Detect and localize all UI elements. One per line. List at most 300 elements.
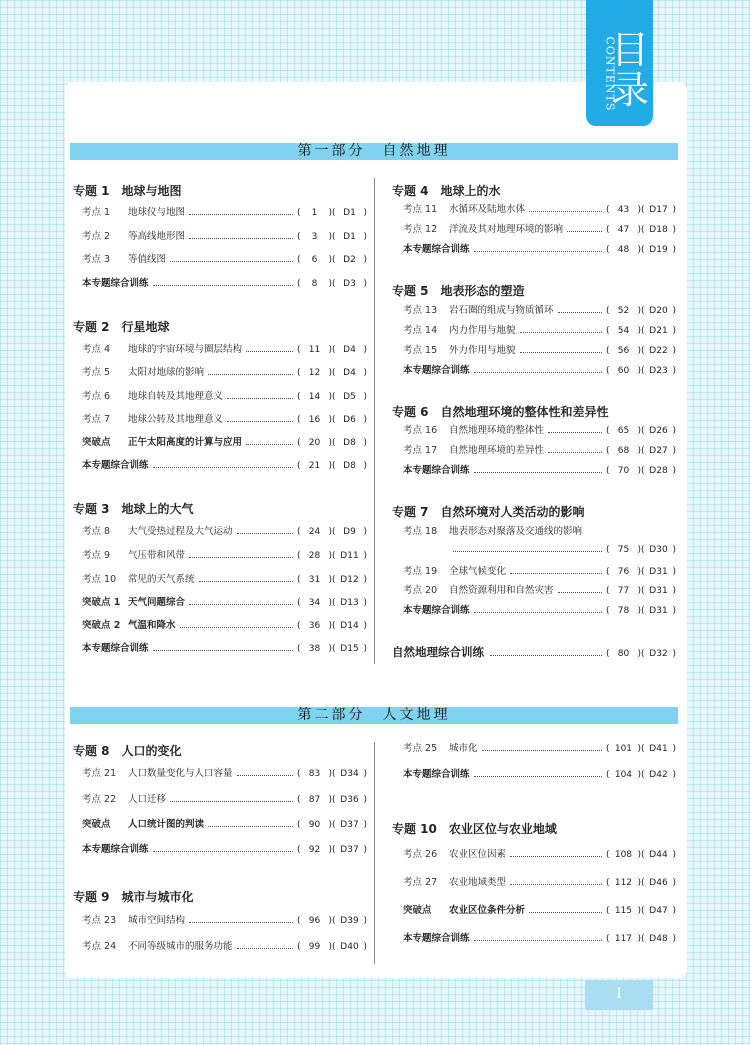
leader-dots (237, 775, 293, 776)
leader-dots (153, 285, 293, 286)
page-number: 96 (308, 916, 321, 926)
page-reference: ( 108 )( D44 ) (605, 850, 676, 860)
page-reference: ( 11 )( D4 ) (296, 345, 367, 355)
page-number: 83 (308, 769, 321, 779)
answer-page: D32 (649, 649, 668, 659)
answer-page: D48 (649, 934, 668, 944)
entry-number: 考点 18 (403, 526, 438, 537)
leader-dots (482, 750, 602, 751)
entry-title: 天气问题综合 (128, 597, 186, 608)
leader-dots (548, 432, 602, 433)
page-reference: ( 14 )( D5 ) (296, 392, 367, 402)
page-reference: ( 54 )( D21 ) (605, 326, 676, 336)
entry-title: 岩石圈的组成与物质循环 (449, 305, 554, 316)
toc-entry[interactable] (403, 444, 676, 458)
leader-dots (567, 231, 602, 232)
answer-page: D20 (649, 306, 668, 316)
toc-entry[interactable] (82, 413, 367, 427)
page-reference: ( 16 )( D6 ) (296, 415, 367, 425)
answer-page: D44 (649, 850, 668, 860)
answer-page: D21 (649, 326, 668, 336)
page-number: 99 (308, 942, 321, 952)
page-reference: ( 104 )( D42 ) (605, 770, 676, 780)
answer-page: D42 (649, 770, 668, 780)
page-reference: ( 6 )( D2 ) (296, 255, 367, 265)
toc-entry[interactable] (82, 549, 367, 563)
leader-dots (227, 398, 293, 399)
answer-page: D36 (340, 795, 359, 805)
page-reference: ( 90 )( D37 ) (296, 820, 367, 830)
toc-entry[interactable] (403, 344, 676, 358)
page-number: 52 (617, 306, 630, 316)
toc-entry[interactable] (82, 277, 367, 291)
page-number: 104 (614, 770, 633, 780)
leader-dots (490, 655, 602, 656)
answer-page: D19 (649, 245, 668, 255)
answer-page: D12 (340, 575, 359, 585)
part-one-heading: 第一部分 自然地理 (70, 143, 678, 160)
entry-number: 考点 6 (82, 391, 111, 402)
page-number: 117 (614, 934, 633, 944)
entry-number: 考点 21 (82, 768, 117, 779)
page-reference: ( 99 )( D40 ) (296, 942, 367, 952)
leader-dots (510, 884, 602, 885)
page-number: 21 (308, 461, 321, 471)
page-reference: ( 36 )( D14 ) (296, 621, 367, 631)
entry-number: 考点 19 (403, 566, 438, 577)
page-number: 115 (614, 906, 633, 916)
answer-page: D22 (649, 346, 668, 356)
leader-dots (453, 551, 602, 552)
leader-dots (189, 604, 293, 605)
topic-heading: 专题 1 地球与地图 (73, 184, 182, 198)
contents-subtitle: CONTENTS (603, 36, 617, 112)
leader-dots (510, 856, 602, 857)
part-review-entry[interactable] (392, 644, 676, 660)
entry-title: 本专题综合训练 (403, 244, 470, 255)
entry-number: 考点 17 (403, 445, 438, 456)
entry-number: 突破点 2 (82, 620, 121, 631)
entry-number: 考点 24 (82, 941, 117, 952)
page-reference: ( 20 )( D8 ) (296, 438, 367, 448)
part-two-heading: 第二部分 人文地理 (70, 707, 678, 724)
page-reference: ( 56 )( D22 ) (605, 346, 676, 356)
leader-dots (520, 332, 602, 333)
page-reference: ( 117 )( D48 ) (605, 934, 676, 944)
entry-number: 突破点 (82, 819, 111, 830)
answer-page: D2 (343, 255, 356, 265)
leader-dots (170, 261, 293, 262)
page-reference: ( 47 )( D18 ) (605, 225, 676, 235)
page-reference: ( 34 )( D13 ) (296, 598, 367, 608)
page-number: 101 (614, 744, 633, 754)
entry-title: 常见的天气系统 (128, 574, 195, 585)
page-reference: ( 31 )( D12 ) (296, 575, 367, 585)
toc-entry[interactable] (403, 904, 676, 918)
page-number: 3 (311, 232, 318, 242)
leader-dots (237, 533, 293, 534)
toc-entry[interactable] (82, 793, 367, 807)
entry-title: 本专题综合训练 (403, 769, 470, 780)
entry-title: 太阳对地球的影响 (128, 367, 205, 378)
page-number: 31 (308, 575, 321, 585)
answer-page: D34 (340, 769, 359, 779)
entry-number: 考点 16 (403, 425, 438, 436)
page-number: 14 (308, 392, 321, 402)
toc-entry[interactable] (403, 876, 676, 890)
toc-entry[interactable] (82, 642, 367, 656)
leader-dots (474, 776, 602, 777)
toc-entry[interactable] (82, 253, 367, 267)
entry-title: 等高线地形图 (128, 231, 186, 242)
page-number: 77 (617, 586, 630, 596)
page-reference: ( 21 )( D8 ) (296, 461, 367, 471)
entry-title: 本专题综合训练 (403, 465, 470, 476)
page-number: 12 (308, 368, 321, 378)
entry-number: 考点 23 (82, 915, 117, 926)
leader-dots (208, 374, 293, 375)
entry-title: 自然地理环境的差异性 (449, 445, 545, 456)
entry-number: 考点 27 (403, 877, 438, 888)
page-number: 11 (308, 345, 321, 355)
page-number: 48 (617, 245, 630, 255)
page-number: 8 (311, 279, 318, 289)
leader-dots (529, 211, 602, 212)
leader-dots (153, 467, 293, 468)
page-reference: ( 115 )( D47 ) (605, 906, 676, 916)
answer-page: D5 (343, 392, 356, 402)
page-number: 92 (308, 845, 321, 855)
leader-dots (153, 851, 293, 852)
page-number: 24 (308, 527, 321, 537)
leader-dots (474, 372, 602, 373)
answer-page: D4 (343, 368, 356, 378)
page-number: 87 (308, 795, 321, 805)
entry-title: 洋流及其对地理环境的影响 (449, 224, 564, 235)
answer-page: D47 (649, 906, 668, 916)
entry-number: 考点 5 (82, 367, 111, 378)
entry-number: 考点 8 (82, 526, 111, 537)
entry-title: 自然地理综合训练 (392, 645, 484, 659)
topic-heading: 专题 8 人口的变化 (73, 744, 182, 758)
entry-title: 等值线图 (128, 254, 167, 265)
toc-entry[interactable] (403, 768, 676, 782)
toc-entry[interactable] (82, 596, 367, 610)
leader-dots (474, 940, 602, 941)
entry-title: 水循环及陆地水体 (449, 204, 526, 215)
toc-entry[interactable] (403, 932, 676, 946)
toc-entry[interactable] (82, 767, 367, 781)
entry-number: 突破点 1 (82, 597, 121, 608)
entry-title: 本专题综合训练 (82, 643, 149, 654)
entry-title: 城市空间结构 (128, 915, 186, 926)
entry-number: 考点 14 (403, 325, 438, 336)
entry-title: 地球自转及其地理意义 (128, 391, 224, 402)
entry-number: 考点 2 (82, 231, 111, 242)
page-reference: ( 1 )( D1 ) (296, 208, 367, 218)
page-reference: ( 96 )( D39 ) (296, 916, 367, 926)
entry-title: 农业区位因素 (449, 849, 507, 860)
leader-dots (558, 592, 602, 593)
page-reference: ( 76 )( D31 ) (605, 567, 676, 577)
page-number: 20 (308, 438, 321, 448)
entry-number: 考点 25 (403, 743, 438, 754)
entry-title: 人口统计图的判读 (128, 819, 205, 830)
page-reference: ( 75 )( D30 ) (605, 545, 676, 555)
entry-title: 气温和降水 (128, 620, 176, 631)
answer-page: D4 (343, 345, 356, 355)
toc-entry[interactable] (403, 565, 676, 579)
entry-title: 本专题综合训练 (82, 278, 149, 289)
toc-entry[interactable] (403, 304, 676, 318)
entry-title: 地球的宇宙环境与圈层结构 (128, 344, 243, 355)
toc-entry[interactable] (82, 818, 367, 832)
entry-number: 考点 22 (82, 794, 117, 805)
toc-entry[interactable] (403, 464, 676, 478)
page-number: 108 (614, 850, 633, 860)
leader-dots (246, 351, 293, 352)
entry-title: 本专题综合训练 (403, 605, 470, 616)
page-number: 90 (308, 820, 321, 830)
answer-page: D37 (340, 820, 359, 830)
topic-heading: 专题 9 城市与城市化 (73, 890, 194, 904)
answer-page: D3 (343, 279, 356, 289)
toc-entry[interactable] (403, 243, 676, 257)
toc-entry[interactable] (82, 459, 367, 473)
entry-title: 本专题综合训练 (403, 365, 470, 376)
page-reference: ( 112 )( D46 ) (605, 878, 676, 888)
entry-number: 考点 20 (403, 585, 438, 596)
answer-page: D40 (340, 942, 359, 952)
toc-entry[interactable] (403, 364, 676, 378)
toc-entry[interactable] (403, 424, 676, 438)
entry-title: 农业区位条件分析 (449, 905, 526, 916)
answer-page: D41 (649, 744, 668, 754)
leader-dots (180, 627, 293, 628)
entry-title: 地球仪与地图 (128, 207, 186, 218)
answer-page: D11 (340, 551, 359, 561)
answer-page: D30 (649, 545, 668, 555)
leader-dots (510, 573, 602, 574)
answer-page: D31 (649, 606, 668, 616)
page-number: 47 (617, 225, 630, 235)
page-number: 65 (617, 426, 630, 436)
entry-title: 自然地理环境的整体性 (449, 425, 545, 436)
toc-entry[interactable] (82, 206, 367, 220)
page-reference: ( 87 )( D36 ) (296, 795, 367, 805)
toc-entry[interactable] (403, 525, 676, 559)
page-number: 112 (614, 878, 633, 888)
page-number: 80 (617, 649, 630, 659)
entry-title: 本专题综合训练 (403, 933, 470, 944)
page-reference: ( 92 )( D37 ) (296, 845, 367, 855)
page-reference: ( 77 )( D31 ) (605, 586, 676, 596)
page-number: 60 (617, 366, 630, 376)
page-number: I (585, 980, 653, 1010)
toc-entry[interactable] (82, 230, 367, 244)
topic-heading: 专题 6 自然地理环境的整体性和差异性 (392, 405, 609, 419)
topic-heading: 专题 10 农业区位与农业地域 (392, 822, 557, 836)
entry-title: 外力作用与地貌 (449, 345, 516, 356)
leader-dots (227, 421, 293, 422)
leader-dots (189, 557, 293, 558)
answer-page: D13 (340, 598, 359, 608)
entry-number: 考点 4 (82, 344, 111, 355)
entry-title: 内力作用与地貌 (449, 325, 516, 336)
entry-title: 农业地域类型 (449, 877, 507, 888)
column-divider (374, 178, 375, 664)
entry-title: 正午太阳高度的计算与应用 (128, 437, 243, 448)
answer-page: D28 (649, 466, 668, 476)
toc-entry[interactable] (403, 223, 676, 237)
page-reference: ( 78 )( D31 ) (605, 606, 676, 616)
toc-entry[interactable] (82, 525, 367, 539)
entry-title: 人口数量变化与人口容量 (128, 768, 233, 779)
leader-dots (189, 214, 293, 215)
page-reference: ( 65 )( D26 ) (605, 426, 676, 436)
entry-title: 地表形态对聚落及交通线的影响 (449, 526, 583, 537)
toc-entry[interactable] (403, 584, 676, 598)
entry-title: 大气受热过程及大气运动 (128, 526, 233, 537)
leader-dots (170, 801, 293, 802)
toc-entry[interactable] (403, 203, 676, 217)
leader-dots (237, 948, 293, 949)
page-reference: ( 28 )( D11 ) (296, 551, 367, 561)
toc-entry[interactable] (403, 742, 676, 756)
entry-number: 考点 7 (82, 414, 111, 425)
entry-title: 自然资源利用和自然灾害 (449, 585, 554, 596)
page-number: 70 (617, 466, 630, 476)
toc-entry[interactable] (403, 848, 676, 862)
page-number: 54 (617, 326, 630, 336)
page-number: 6 (311, 255, 318, 265)
toc-entry[interactable] (82, 940, 367, 954)
page-reference: ( 60 )( D23 ) (605, 366, 676, 376)
page-reference: ( 83 )( D34 ) (296, 769, 367, 779)
page-number: 38 (308, 644, 321, 654)
answer-page: D31 (649, 586, 668, 596)
contents-title: 目录 (610, 28, 649, 112)
leader-dots (153, 650, 293, 651)
toc-entry[interactable] (82, 914, 367, 928)
page-number: 78 (617, 606, 630, 616)
topic-heading: 专题 2 行星地球 (73, 320, 170, 334)
toc-entry[interactable] (82, 366, 367, 380)
toc-entry[interactable] (82, 573, 367, 587)
toc-entry[interactable] (403, 604, 676, 618)
page-reference: ( 24 )( D9 ) (296, 527, 367, 537)
leader-dots (189, 922, 293, 923)
page-number: 68 (617, 446, 630, 456)
answer-page: D17 (649, 205, 668, 215)
toc-entry[interactable] (82, 436, 367, 450)
page-reference: ( 43 )( D17 ) (605, 205, 676, 215)
leader-dots (474, 472, 602, 473)
page-reference: ( 70 )( D28 ) (605, 466, 676, 476)
leader-dots (199, 581, 293, 582)
entry-number: 突破点 (82, 437, 111, 448)
toc-entry[interactable] (403, 324, 676, 338)
leader-dots (529, 912, 602, 913)
column-divider (374, 742, 375, 964)
entry-number: 考点 10 (82, 574, 117, 585)
entry-number: 考点 11 (403, 204, 438, 215)
entry-number: 考点 26 (403, 849, 438, 860)
entry-title: 不同等级城市的服务功能 (128, 941, 233, 952)
leader-dots (474, 612, 602, 613)
entry-number: 考点 3 (82, 254, 111, 265)
entry-title: 本专题综合训练 (82, 844, 149, 855)
toc-entry[interactable] (82, 619, 367, 633)
answer-page: D27 (649, 446, 668, 456)
answer-page: D26 (649, 426, 668, 436)
answer-page: D1 (343, 232, 356, 242)
answer-page: D31 (649, 567, 668, 577)
entry-number: 考点 12 (403, 224, 438, 235)
page-reference: ( 80 )( D32 ) (605, 649, 676, 659)
answer-page: D23 (649, 366, 668, 376)
answer-page: D39 (340, 916, 359, 926)
page-number: 28 (308, 551, 321, 561)
page-reference: ( 101 )( D41 ) (605, 744, 676, 754)
page-number: 1 (311, 208, 318, 218)
entry-number: 考点 13 (403, 305, 438, 316)
answer-page: D6 (343, 415, 356, 425)
entry-number: 考点 9 (82, 550, 111, 561)
answer-page: D9 (343, 527, 356, 537)
entry-title: 气压带和风带 (128, 550, 186, 561)
toc-entry[interactable] (82, 843, 367, 857)
toc-entry[interactable] (82, 343, 367, 357)
answer-page: D8 (343, 438, 356, 448)
page-reference: ( 52 )( D20 ) (605, 306, 676, 316)
entry-title: 本专题综合训练 (82, 460, 149, 471)
page-number: 56 (617, 346, 630, 356)
answer-page: D14 (340, 621, 359, 631)
topic-heading: 专题 7 自然环境对人类活动的影响 (392, 505, 585, 519)
topic-heading: 专题 4 地球上的水 (392, 184, 501, 198)
leader-dots (520, 352, 602, 353)
answer-page: D46 (649, 878, 668, 888)
answer-page: D15 (340, 644, 359, 654)
leader-dots (558, 312, 602, 313)
leader-dots (208, 826, 293, 827)
page-reference: ( 68 )( D27 ) (605, 446, 676, 456)
page-reference: ( 48 )( D19 ) (605, 245, 676, 255)
entry-title: 人口迁移 (128, 794, 167, 805)
leader-dots (246, 444, 293, 445)
topic-heading: 专题 3 地球上的大气 (73, 502, 194, 516)
page-number: 43 (617, 205, 630, 215)
page-reference: ( 3 )( D1 ) (296, 232, 367, 242)
entry-number: 考点 1 (82, 207, 111, 218)
entry-number: 考点 15 (403, 345, 438, 356)
entry-title: 城市化 (449, 743, 478, 754)
leader-dots (189, 238, 293, 239)
page-number: 34 (308, 598, 321, 608)
page-reference: ( 12 )( D4 ) (296, 368, 367, 378)
toc-entry[interactable] (82, 390, 367, 404)
answer-page: D1 (343, 208, 356, 218)
contents-tab (586, 0, 653, 126)
page-number: 36 (308, 621, 321, 631)
page-number: 76 (617, 567, 630, 577)
entry-title: 地球公转及其地理意义 (128, 414, 224, 425)
leader-dots (474, 251, 602, 252)
page-reference: ( 8 )( D3 ) (296, 279, 367, 289)
answer-page: D8 (343, 461, 356, 471)
leader-dots (548, 452, 602, 453)
